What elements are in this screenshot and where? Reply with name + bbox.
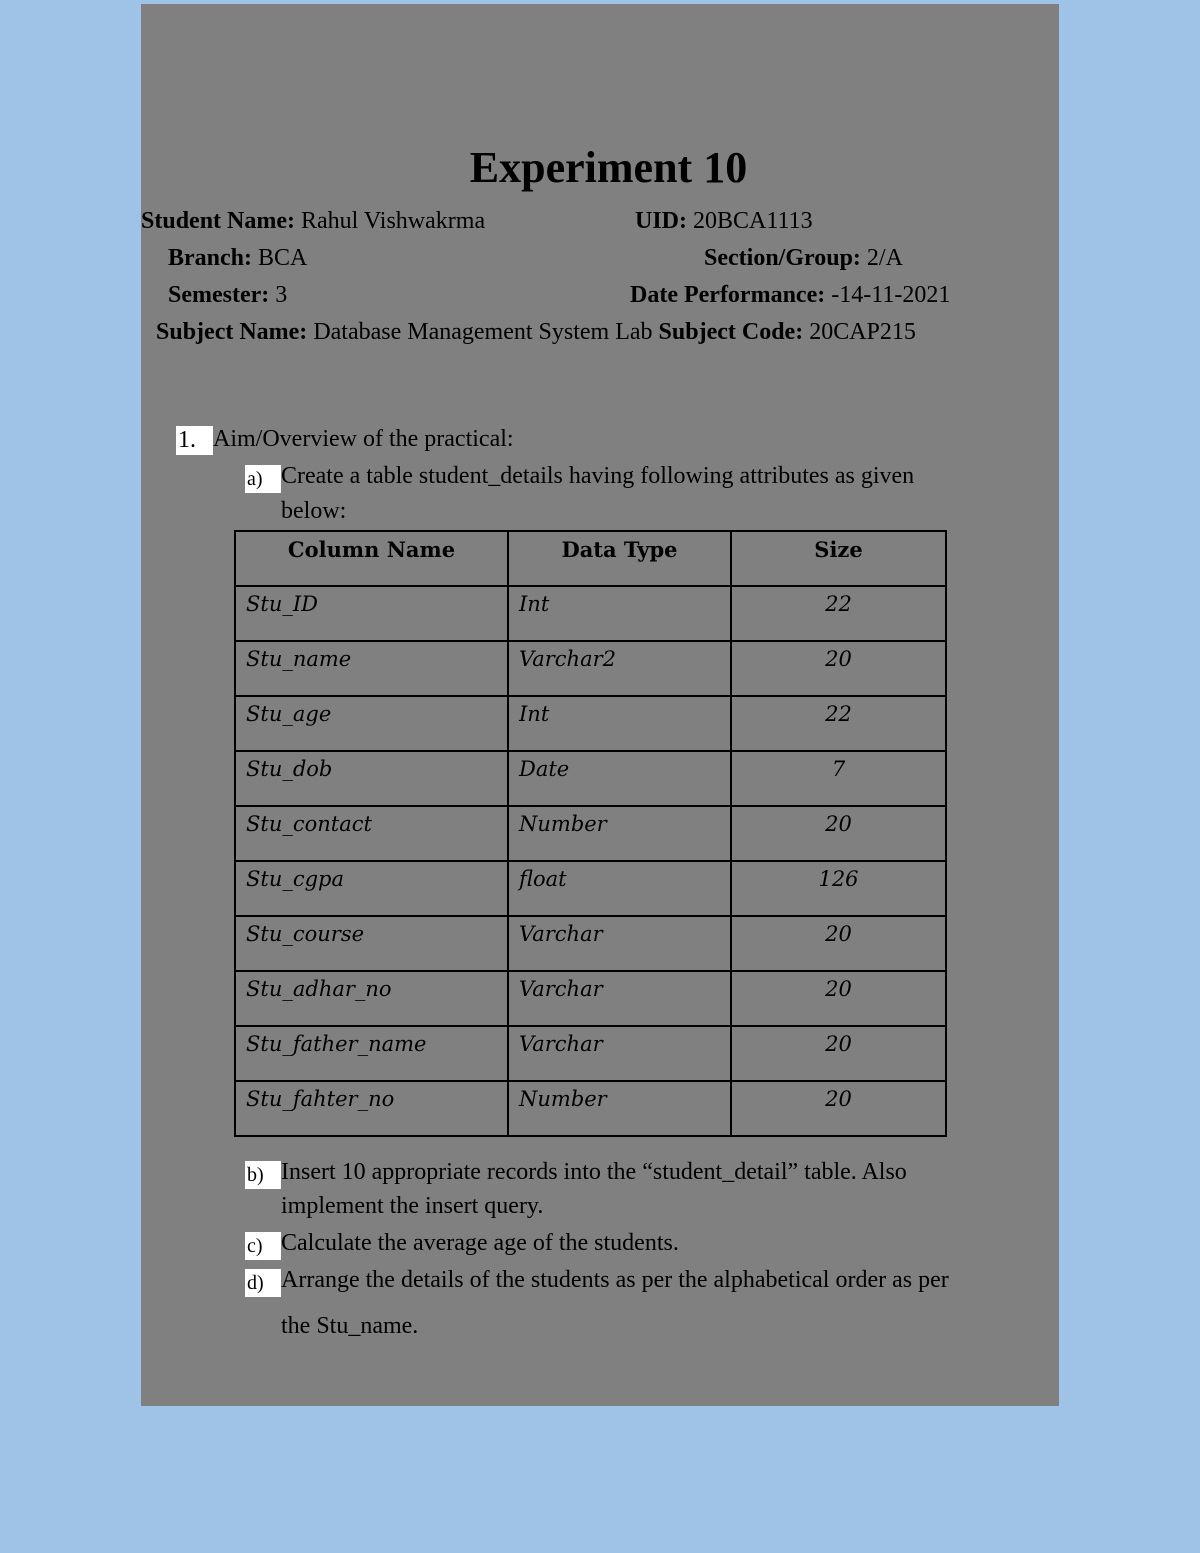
- column-name-cell: Stu_cgpa: [235, 861, 508, 916]
- column-name-cell: Stu_adhar_no: [235, 971, 508, 1026]
- student-name-value: Rahul Vishwakrma: [301, 208, 486, 234]
- table-row: [235, 751, 946, 806]
- data-type-cell: Date: [508, 751, 731, 806]
- table-row: [235, 641, 946, 696]
- semester-label: Semester:: [168, 282, 270, 308]
- item-a-text-cont: below:: [281, 498, 347, 524]
- table-row: [235, 1026, 946, 1081]
- item-c-text: Calculate the average age of the students.: [281, 1230, 679, 1256]
- uid-value: 20BCA1113: [693, 208, 813, 234]
- size-cell: 20: [731, 806, 946, 861]
- item-a-text: Create a table student_details having following attributes as given: [281, 463, 915, 489]
- date-line: [630, 282, 950, 309]
- section-value: 2/A: [866, 245, 903, 271]
- item-d-text-cont: the Stu_name.: [281, 1313, 419, 1339]
- data-type-cell: Number: [508, 1081, 731, 1136]
- column-name-cell: Stu_contact: [235, 806, 508, 861]
- table-row: [235, 696, 946, 751]
- table-row: [235, 1081, 946, 1136]
- uid-label: UID:: [635, 208, 687, 234]
- table-row: [235, 861, 946, 916]
- student-name-label: Student Name:: [141, 208, 295, 234]
- student-name-line: [141, 208, 485, 235]
- document-page: [141, 4, 1059, 1406]
- item-c-marker: c): [245, 1232, 281, 1260]
- column-name-cell: Stu_age: [235, 696, 508, 751]
- aim-number: 1.: [176, 426, 213, 455]
- branch-line: [168, 245, 307, 272]
- size-cell: 20: [731, 641, 946, 696]
- date-label: Date Performance:: [630, 282, 826, 308]
- column-name-cell: Stu_course: [235, 916, 508, 971]
- aim-heading: Aim/Overview of the practical:: [213, 426, 514, 452]
- section-line: [704, 245, 903, 272]
- data-type-cell: Varchar: [508, 916, 731, 971]
- column-name-cell: Stu_fahter_no: [235, 1081, 508, 1136]
- branch-label: Branch:: [168, 245, 252, 271]
- size-cell: 22: [731, 586, 946, 641]
- table-row: [235, 971, 946, 1026]
- size-cell: 126: [731, 861, 946, 916]
- subject-name-value: Database Management System Lab: [313, 319, 653, 345]
- uid-line: [635, 208, 813, 235]
- data-type-cell: Number: [508, 806, 731, 861]
- section-label: Section/Group:: [704, 245, 861, 271]
- size-cell: 20: [731, 971, 946, 1026]
- column-header: Column Name: [235, 531, 508, 586]
- subject-name-label: Subject Name:: [156, 319, 308, 345]
- column-name-cell: Stu_father_name: [235, 1026, 508, 1081]
- data-type-cell: Int: [508, 696, 731, 751]
- size-cell: 7: [731, 751, 946, 806]
- item-d-text: Arrange the details of the students as per the alphabetical order as per: [281, 1267, 949, 1293]
- column-name-cell: Stu_ID: [235, 586, 508, 641]
- item-b-text-cont: implement the insert query.: [281, 1193, 544, 1219]
- branch-value: BCA: [258, 245, 308, 271]
- item-b-marker: b): [245, 1161, 281, 1189]
- data-type-cell: float: [508, 861, 731, 916]
- date-value: -14-11-2021: [831, 282, 951, 308]
- subject-line: [156, 319, 916, 346]
- table-row: [235, 806, 946, 861]
- size-cell: 20: [731, 1081, 946, 1136]
- data-type-cell: Varchar: [508, 1026, 731, 1081]
- subject-code-value: 20CAP215: [809, 319, 916, 345]
- item-a-marker: a): [245, 465, 281, 493]
- size-cell: 22: [731, 696, 946, 751]
- data-type-cell: Int: [508, 586, 731, 641]
- item-d-marker: d): [245, 1269, 281, 1297]
- size-cell: 20: [731, 916, 946, 971]
- column-name-cell: Stu_name: [235, 641, 508, 696]
- table-header-row: [235, 531, 946, 586]
- data-type-cell: Varchar: [508, 971, 731, 1026]
- item-b-text: Insert 10 appropriate records into the “student_detail” table. Also: [281, 1159, 907, 1185]
- size-cell: 20: [731, 1026, 946, 1081]
- semester-line: [168, 282, 287, 309]
- subject-code-label: Subject Code:: [658, 319, 804, 345]
- table-row: [235, 916, 946, 971]
- table-row: [235, 586, 946, 641]
- semester-value: 3: [275, 282, 288, 308]
- column-header: Size: [731, 531, 946, 586]
- column-header: Data Type: [508, 531, 731, 586]
- column-name-cell: Stu_dob: [235, 751, 508, 806]
- data-type-cell: Varchar2: [508, 641, 731, 696]
- page-title: Experiment 10: [469, 143, 748, 192]
- attributes-table: [234, 530, 947, 1137]
